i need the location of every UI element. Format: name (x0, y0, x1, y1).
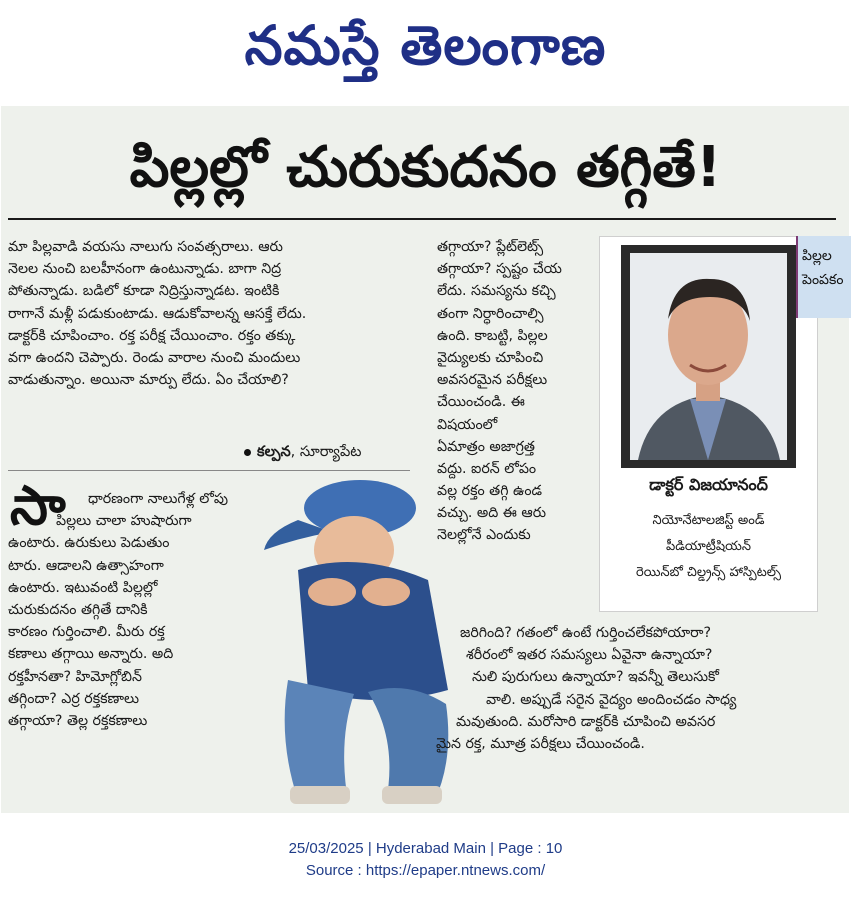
byline (244, 444, 361, 464)
answer-line: తంగా నిర్ధారించాల్సి (437, 305, 544, 322)
question-line: మా పిల్లవాడి వయసు నాలుగు సంవత్సరాలు. ఆరు (8, 239, 283, 255)
doctor-photo (630, 253, 787, 460)
question-line: వాడుతున్నాం. అయినా మార్పు లేదు. ఏం చేయాలి? (8, 372, 289, 389)
answer-line: రక్తహీనతా? హిమోగ్లోబిన్ (8, 668, 142, 685)
section-tag (796, 236, 851, 318)
answer-line: నులి పురుగులు ఉన్నాయా? ఇవన్నీ తెలుసుకో (472, 669, 720, 686)
answer-line: కారణం గుర్తించాలి. మీరు రక్త (8, 624, 165, 641)
answer-line: నెలల్లోనే ఎందుకు (437, 527, 531, 544)
answer-dropcap: సా (10, 474, 66, 537)
doctor-role: నియోనేటాలజిస్ట్ అండ్ (652, 513, 765, 528)
headline-rule (8, 218, 836, 220)
question-line: వగా ఉందని చెప్పారు. రెండు వారాల నుంచి మందులు (8, 349, 301, 366)
answer-line: వద్దు. ఐరన్ లోపం (437, 460, 537, 477)
answer-line: చేయించండి. ఈ (437, 394, 525, 411)
answer-line: కణాలు తగ్గాయి అన్నారు. అది (8, 646, 174, 663)
masthead (0, 0, 851, 100)
doctor-hospital: రెయిన్‌బో చిల్డ్రన్స్ హాస్పిటల్స్ (636, 565, 781, 580)
section-tag-line: పిల్లల (802, 248, 832, 264)
answer-line: మవుతుంది. మరోసారి డాక్టర్‌కి చూపించి అవసర (456, 713, 716, 730)
question-line: పోతున్నాడు. బడిలో కూడా నిద్రిస్తున్నాడట. ఇంటికి (8, 283, 280, 300)
footer-source: Source : https://epaper.ntnews.com/ (305, 862, 546, 879)
masthead-logo: నమస్తే తెలంగాణ (244, 13, 607, 77)
answer-line: పిల్లలు చాలా హుషారుగా (56, 513, 192, 530)
headline: పిల్లల్లో చురుకుదనం తగ్గితే! (129, 135, 722, 200)
answer-bottom-column (436, 622, 736, 755)
answer-line: వాలి. అప్పుడే సరైన వైద్యం అందించడం సాధ్య (486, 691, 737, 708)
doctor-photo-frame (621, 245, 796, 468)
section-tag-line: పెంపకం (802, 272, 844, 288)
answer-line: ఉంది. కాబట్టి, పిల్లల (437, 327, 548, 344)
answer-line: ఉంటారు. ఇటువంటి పిల్లల్లో (8, 579, 158, 596)
answer-line: లేదు. సమస్యను కచ్చి (437, 283, 556, 300)
answer-line: వచ్చు. అది ఈ ఆరు (437, 505, 547, 522)
answer-line: వల్ల రక్తం తగ్గి ఉండ (437, 483, 543, 500)
byline-name: కల్పన (257, 444, 291, 460)
answer-left-column (8, 470, 228, 732)
answer-line: ఉంటారు. ఉరుకులు పెడుతుం (8, 535, 170, 552)
footer (0, 838, 851, 882)
answer-line: విషయంలో (437, 416, 498, 433)
answer-line: తగ్గాయా? తెల్ల రక్తకణాలు (8, 712, 148, 729)
answer-line: అవసరమైన పరీక్షలు (437, 372, 548, 389)
answer-line: ఏమాత్రం అజాగ్రత్త (437, 438, 535, 455)
bullet-icon (244, 449, 251, 456)
answer-line: తగ్గిందా? ఎర్ర రక్తకణాలు (8, 690, 140, 707)
answer-line: శరీరంలో ఇతర సమస్యలు ఏవైనా ఉన్నాయా? (466, 647, 713, 664)
answer-line: చురుకుదనం తగ్గితే దానికి (8, 601, 148, 618)
doctor-role-2: పీడియాట్రీషియన్ (666, 539, 751, 554)
answer-line: వైద్యులకు చూపించి (437, 349, 544, 366)
question-line: డాక్టర్‌కి చూపించాం. రక్త పరీక్ష చేయించాం. రక్తం తక్కు (8, 327, 296, 344)
answer-line: తగ్గాయా? ప్లేట్‌లెట్స్ (437, 239, 544, 255)
boy-photo (258, 480, 460, 808)
answer-mid-column (437, 236, 562, 547)
footer-dateline: 25/03/2025 | Hyderabad Main | Page : 10 (288, 840, 563, 857)
answer-line: మైన రక్త, మూత్ర పరీక్షలు చేయించండి. (436, 735, 645, 752)
byline-place: , సూర్యాపేట (290, 444, 362, 460)
doctor-card (599, 236, 818, 612)
question-text (8, 236, 306, 391)
question-line: రాగానే మళ్లీ పడుకుంటాడు. ఆడుకోవాలన్న ఆసక్తే లేదు. (8, 305, 307, 322)
answer-line: ధారణంగా నాలుగేళ్ల లోపు (88, 491, 229, 507)
answer-line: తగ్గాయా? స్పష్టం చేయ (437, 261, 562, 278)
answer-line: జరిగింది? గతంలో ఉంటే గుర్తించలేకపోయారా? (460, 625, 711, 641)
question-line: నెలల నుంచి బలహీనంగా ఉంటున్నాడు. బాగా నిద్ర (8, 261, 282, 278)
doctor-name: డాక్టర్ విజయానంద్ (649, 475, 768, 494)
answer-line: టారు. ఆడాలని ఉత్సాహంగా (8, 557, 164, 574)
